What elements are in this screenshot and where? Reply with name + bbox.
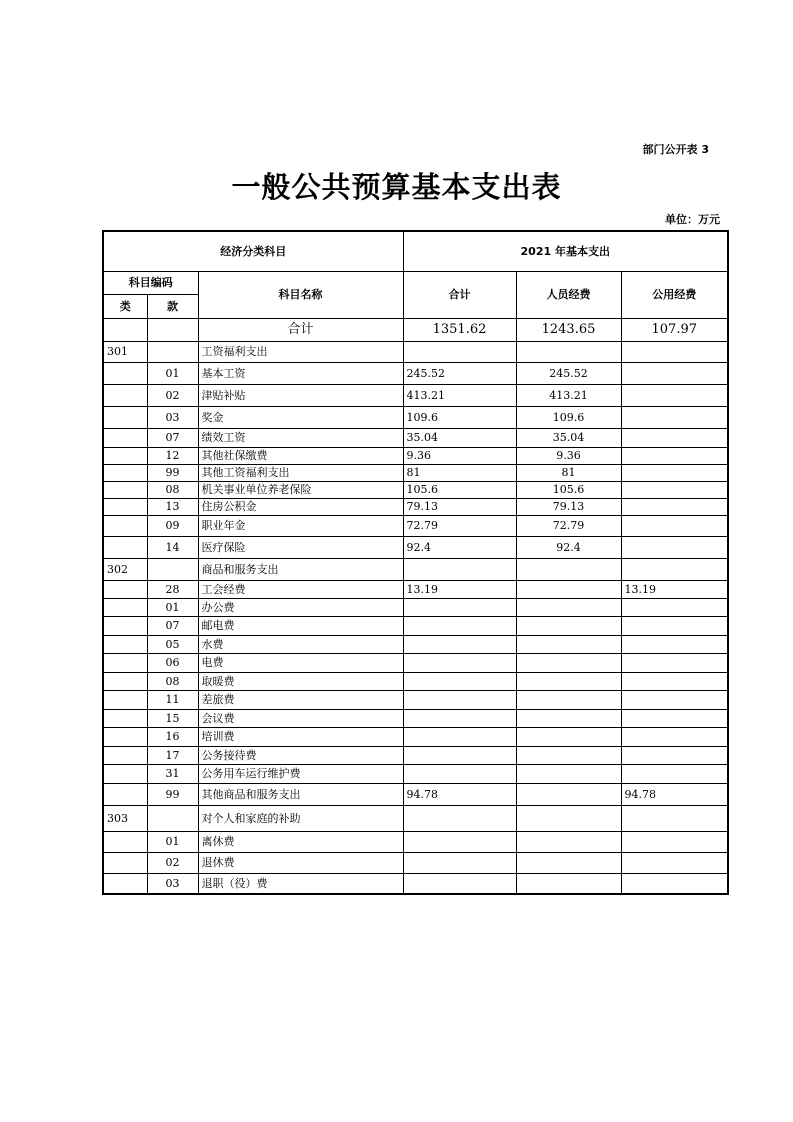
row-total-cell xyxy=(403,805,516,831)
table-row xyxy=(103,481,728,498)
row-public-cell: 13.19 xyxy=(621,580,728,598)
unit-label: 单位：万元 xyxy=(665,213,720,226)
row-public-cell xyxy=(621,727,728,746)
row-personnel-cell xyxy=(516,831,621,852)
table-row xyxy=(103,598,728,616)
table-row xyxy=(103,362,728,384)
row-personnel-cell xyxy=(516,746,621,764)
row-lei-cell xyxy=(103,635,147,653)
row-kuan-cell: 03 xyxy=(147,406,198,428)
row-public-cell: 94.78 xyxy=(621,783,728,805)
table-row xyxy=(103,805,728,831)
table-row xyxy=(103,709,728,727)
row-lei-cell xyxy=(103,746,147,764)
row-personnel-cell: 72.79 xyxy=(516,515,621,536)
row-lei-cell xyxy=(103,873,147,894)
row-name-cell: 培训费 xyxy=(198,727,403,746)
table-row xyxy=(103,464,728,481)
row-personnel-cell xyxy=(516,672,621,690)
row-total-cell: 13.19 xyxy=(403,580,516,598)
row-lei-cell: 301 xyxy=(103,341,147,362)
row-kuan-cell xyxy=(147,318,198,341)
row-personnel-cell xyxy=(516,616,621,635)
row-name-cell: 基本工资 xyxy=(198,362,403,384)
row-public-cell xyxy=(621,709,728,727)
row-total-cell xyxy=(403,672,516,690)
row-name-cell: 医疗保险 xyxy=(198,536,403,558)
table-row xyxy=(103,690,728,709)
row-kuan-cell: 15 xyxy=(147,709,198,727)
table-row xyxy=(103,580,728,598)
row-name-cell: 绩效工资 xyxy=(198,428,403,447)
table-body xyxy=(103,318,728,894)
table-row xyxy=(103,384,728,406)
row-public-cell xyxy=(621,428,728,447)
table-row xyxy=(103,653,728,672)
row-kuan-cell: 05 xyxy=(147,635,198,653)
row-personnel-cell: 413.21 xyxy=(516,384,621,406)
row-total-cell xyxy=(403,341,516,362)
row-kuan-cell: 99 xyxy=(147,783,198,805)
row-lei-cell xyxy=(103,536,147,558)
header-basic-expense: 2021 年基本支出 xyxy=(403,231,728,271)
row-personnel-cell: 109.6 xyxy=(516,406,621,428)
row-kuan-cell: 09 xyxy=(147,515,198,536)
row-name-cell: 办公费 xyxy=(198,598,403,616)
row-personnel-cell xyxy=(516,727,621,746)
row-kuan-cell: 02 xyxy=(147,852,198,873)
row-lei-cell xyxy=(103,764,147,783)
row-name-cell: 奖金 xyxy=(198,406,403,428)
row-name-cell: 退职（役）费 xyxy=(198,873,403,894)
row-kuan-cell xyxy=(147,805,198,831)
row-name-cell: 职业年金 xyxy=(198,515,403,536)
row-lei-cell xyxy=(103,384,147,406)
row-name-cell: 差旅费 xyxy=(198,690,403,709)
row-personnel-cell xyxy=(516,598,621,616)
row-total-cell: 9.36 xyxy=(403,447,516,464)
row-total-cell xyxy=(403,873,516,894)
table-row xyxy=(103,635,728,653)
row-public-cell xyxy=(621,464,728,481)
row-total-cell xyxy=(403,616,516,635)
row-public-cell xyxy=(621,341,728,362)
row-lei-cell xyxy=(103,515,147,536)
row-kuan-cell: 01 xyxy=(147,598,198,616)
budget-table xyxy=(102,230,729,895)
row-name-cell: 合计 xyxy=(198,318,403,341)
row-kuan-cell: 99 xyxy=(147,464,198,481)
table-row xyxy=(103,727,728,746)
row-name-cell: 住房公积金 xyxy=(198,498,403,515)
row-name-cell: 电费 xyxy=(198,653,403,672)
row-public-cell xyxy=(621,362,728,384)
row-lei-cell xyxy=(103,362,147,384)
row-personnel-cell: 105.6 xyxy=(516,481,621,498)
row-name-cell: 其他商品和服务支出 xyxy=(198,783,403,805)
table-row xyxy=(103,831,728,852)
row-total-cell: 35.04 xyxy=(403,428,516,447)
row-personnel-cell: 1243.65 xyxy=(516,318,621,341)
row-public-cell xyxy=(621,672,728,690)
row-lei-cell xyxy=(103,783,147,805)
row-lei-cell xyxy=(103,598,147,616)
row-personnel-cell xyxy=(516,558,621,580)
row-total-cell: 94.78 xyxy=(403,783,516,805)
row-kuan-cell: 01 xyxy=(147,362,198,384)
row-public-cell xyxy=(621,852,728,873)
row-total-cell xyxy=(403,831,516,852)
row-lei-cell xyxy=(103,406,147,428)
row-personnel-cell: 92.4 xyxy=(516,536,621,558)
table-row xyxy=(103,852,728,873)
row-public-cell xyxy=(621,805,728,831)
row-public-cell xyxy=(621,764,728,783)
row-kuan-cell: 12 xyxy=(147,447,198,464)
table-row xyxy=(103,873,728,894)
row-name-cell: 机关事业单位养老保险 xyxy=(198,481,403,498)
row-total-cell xyxy=(403,558,516,580)
row-total-cell xyxy=(403,746,516,764)
row-total-cell xyxy=(403,690,516,709)
row-personnel-cell: 81 xyxy=(516,464,621,481)
row-kuan-cell: 03 xyxy=(147,873,198,894)
row-name-cell: 公务接待费 xyxy=(198,746,403,764)
row-name-cell: 对个人和家庭的补助 xyxy=(198,805,403,831)
total-row xyxy=(103,318,728,341)
row-lei-cell xyxy=(103,831,147,852)
row-name-cell: 公务用车运行维护费 xyxy=(198,764,403,783)
header-lei: 类 xyxy=(103,294,147,318)
row-total-cell xyxy=(403,709,516,727)
row-lei-cell xyxy=(103,709,147,727)
row-public-cell xyxy=(621,746,728,764)
table-number-label: 部门公开表 3 xyxy=(642,143,709,156)
row-lei-cell xyxy=(103,481,147,498)
row-personnel-cell xyxy=(516,635,621,653)
row-public-cell xyxy=(621,873,728,894)
row-lei-cell xyxy=(103,672,147,690)
row-personnel-cell xyxy=(516,580,621,598)
table-row xyxy=(103,406,728,428)
row-personnel-cell xyxy=(516,709,621,727)
row-personnel-cell xyxy=(516,341,621,362)
row-lei-cell xyxy=(103,447,147,464)
row-public-cell xyxy=(621,653,728,672)
table-row xyxy=(103,558,728,580)
row-public-cell xyxy=(621,481,728,498)
row-name-cell: 会议费 xyxy=(198,709,403,727)
row-total-cell: 105.6 xyxy=(403,481,516,498)
row-total-cell: 109.6 xyxy=(403,406,516,428)
header-public: 公用经费 xyxy=(621,271,728,318)
row-total-cell xyxy=(403,653,516,672)
row-kuan-cell: 13 xyxy=(147,498,198,515)
row-public-cell xyxy=(621,498,728,515)
row-kuan-cell: 14 xyxy=(147,536,198,558)
row-name-cell: 其他工资福利支出 xyxy=(198,464,403,481)
row-kuan-cell: 11 xyxy=(147,690,198,709)
row-lei-cell xyxy=(103,852,147,873)
row-total-cell xyxy=(403,852,516,873)
row-public-cell xyxy=(621,447,728,464)
row-personnel-cell xyxy=(516,852,621,873)
table-row xyxy=(103,783,728,805)
row-name-cell: 离休费 xyxy=(198,831,403,852)
table-row xyxy=(103,428,728,447)
row-total-cell: 92.4 xyxy=(403,536,516,558)
row-total-cell: 72.79 xyxy=(403,515,516,536)
table-row xyxy=(103,672,728,690)
row-kuan-cell: 08 xyxy=(147,481,198,498)
table-row xyxy=(103,616,728,635)
row-total-cell: 413.21 xyxy=(403,384,516,406)
row-kuan-cell: 16 xyxy=(147,727,198,746)
row-name-cell: 取暖费 xyxy=(198,672,403,690)
row-public-cell xyxy=(621,598,728,616)
row-personnel-cell xyxy=(516,764,621,783)
row-personnel-cell: 245.52 xyxy=(516,362,621,384)
header-code: 科目编码 xyxy=(103,271,198,294)
row-public-cell xyxy=(621,515,728,536)
row-public-cell xyxy=(621,384,728,406)
header-total: 合计 xyxy=(403,271,516,318)
row-personnel-cell xyxy=(516,805,621,831)
row-name-cell: 退休费 xyxy=(198,852,403,873)
row-personnel-cell: 9.36 xyxy=(516,447,621,464)
page-title: 一般公共预算基本支出表 xyxy=(231,170,562,204)
row-name-cell: 商品和服务支出 xyxy=(198,558,403,580)
row-lei-cell: 303 xyxy=(103,805,147,831)
header-personnel: 人员经费 xyxy=(516,271,621,318)
table-row xyxy=(103,447,728,464)
row-lei-cell xyxy=(103,653,147,672)
row-public-cell xyxy=(621,690,728,709)
row-lei-cell xyxy=(103,318,147,341)
row-lei-cell xyxy=(103,498,147,515)
header-name: 科目名称 xyxy=(198,271,403,318)
row-total-cell xyxy=(403,635,516,653)
row-lei-cell xyxy=(103,616,147,635)
row-public-cell xyxy=(621,406,728,428)
row-public-cell xyxy=(621,635,728,653)
table-row xyxy=(103,341,728,362)
row-total-cell xyxy=(403,764,516,783)
row-name-cell: 其他社保缴费 xyxy=(198,447,403,464)
row-kuan-cell: 06 xyxy=(147,653,198,672)
table-row xyxy=(103,536,728,558)
row-lei-cell xyxy=(103,690,147,709)
row-kuan-cell: 07 xyxy=(147,428,198,447)
row-kuan-cell xyxy=(147,558,198,580)
row-kuan-cell: 02 xyxy=(147,384,198,406)
row-personnel-cell xyxy=(516,653,621,672)
row-public-cell xyxy=(621,536,728,558)
row-lei-cell: 302 xyxy=(103,558,147,580)
row-public-cell xyxy=(621,831,728,852)
row-personnel-cell xyxy=(516,690,621,709)
row-personnel-cell: 35.04 xyxy=(516,428,621,447)
row-name-cell: 邮电费 xyxy=(198,616,403,635)
row-lei-cell xyxy=(103,464,147,481)
row-name-cell: 工会经费 xyxy=(198,580,403,598)
table-row xyxy=(103,515,728,536)
row-lei-cell xyxy=(103,727,147,746)
row-name-cell: 津贴补贴 xyxy=(198,384,403,406)
row-lei-cell xyxy=(103,580,147,598)
row-kuan-cell: 28 xyxy=(147,580,198,598)
table-row xyxy=(103,498,728,515)
row-total-cell xyxy=(403,598,516,616)
row-public-cell xyxy=(621,558,728,580)
row-kuan-cell: 08 xyxy=(147,672,198,690)
row-kuan-cell xyxy=(147,341,198,362)
table-row xyxy=(103,764,728,783)
row-personnel-cell xyxy=(516,873,621,894)
row-kuan-cell: 17 xyxy=(147,746,198,764)
row-kuan-cell: 07 xyxy=(147,616,198,635)
header-kuan: 款 xyxy=(147,294,198,318)
row-public-cell xyxy=(621,616,728,635)
row-public-cell: 107.97 xyxy=(621,318,728,341)
row-kuan-cell: 31 xyxy=(147,764,198,783)
row-total-cell: 79.13 xyxy=(403,498,516,515)
row-name-cell: 工资福利支出 xyxy=(198,341,403,362)
row-lei-cell xyxy=(103,428,147,447)
row-total-cell: 81 xyxy=(403,464,516,481)
row-total-cell xyxy=(403,727,516,746)
row-personnel-cell: 79.13 xyxy=(516,498,621,515)
table-row xyxy=(103,746,728,764)
row-kuan-cell: 01 xyxy=(147,831,198,852)
header-economic-category: 经济分类科目 xyxy=(103,231,403,271)
row-total-cell: 245.52 xyxy=(403,362,516,384)
row-name-cell: 水费 xyxy=(198,635,403,653)
row-personnel-cell xyxy=(516,783,621,805)
row-total-cell: 1351.62 xyxy=(403,318,516,341)
